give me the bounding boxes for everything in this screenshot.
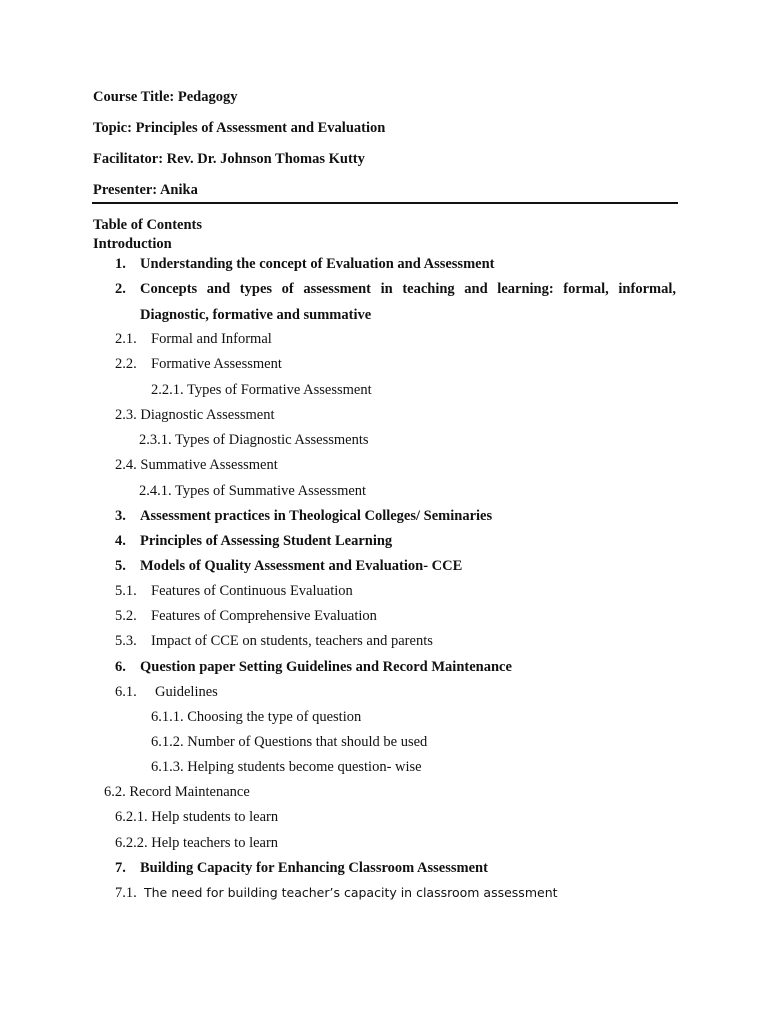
toc-item: 2.2.1. Types of Formative Assessment	[151, 382, 372, 398]
toc-item: 1. Understanding the concept of Evaluation and Assessment	[115, 256, 495, 272]
toc-item: 2.4. Summative Assessment	[115, 457, 278, 473]
toc-item: 6.1. Guidelines	[115, 684, 218, 700]
toc-item: 2.3.1. Types of Diagnostic Assessments	[139, 432, 369, 448]
topic-title: Topic: Principles of Assessment and Evaluation	[93, 120, 386, 136]
toc-item: 7. Building Capacity for Enhancing Classroom Assessment	[115, 860, 488, 876]
toc-item: 6.2. Record Maintenance	[104, 784, 250, 800]
facilitator-line: Facilitator: Rev. Dr. Johnson Thomas Kutty	[93, 151, 365, 167]
course-title: Course Title: Pedagogy	[93, 89, 238, 105]
toc-item: 6.1.1. Choosing the type of question	[151, 709, 362, 725]
header-divider	[92, 202, 678, 204]
toc-item: 5.2. Features of Comprehensive Evaluation	[115, 608, 377, 624]
toc-item: 3. Assessment practices in Theological Colleges/ Seminaries	[115, 508, 493, 524]
presenter-line: Presenter: Anika	[93, 182, 198, 198]
toc-item: 4. Principles of Assessing Student Learning	[115, 533, 393, 549]
toc-item: 5.3. Impact of CCE on students, teachers and parents	[115, 633, 433, 649]
toc-item: 2.3. Diagnostic Assessment	[115, 407, 275, 423]
toc-item: 6.2.2. Help teachers to learn	[115, 835, 279, 851]
toc-item-continuation: Diagnostic, formative and summative	[140, 307, 372, 323]
toc-item: 6.1.3. Helping students become question- wise	[151, 759, 422, 775]
toc-item: 2.2. Formative Assessment	[115, 356, 282, 372]
toc-item: 6. Question paper Setting Guidelines and Record Maintenance	[115, 659, 512, 675]
toc-item: 6.2.1. Help students to learn	[115, 809, 279, 825]
toc-item: 2.4.1. Types of Summative Assessment	[139, 483, 367, 499]
toc-item: 2. Concepts and types of assessment in teaching and learning: formal, informal,	[115, 281, 676, 297]
toc-heading: Table of Contents	[93, 217, 203, 233]
toc-introduction: Introduction	[93, 236, 172, 252]
toc-item: 5. Models of Quality Assessment and Evaluation- CCE	[115, 558, 463, 574]
toc-item: 7.1. The need for building teacher’s capacity in classroom assessment	[115, 885, 558, 901]
toc-item: 5.1. Features of Continuous Evaluation	[115, 583, 353, 599]
toc-item: 2.1. Formal and Informal	[115, 331, 272, 347]
toc-item: 6.1.2. Number of Questions that should be used	[151, 734, 428, 750]
